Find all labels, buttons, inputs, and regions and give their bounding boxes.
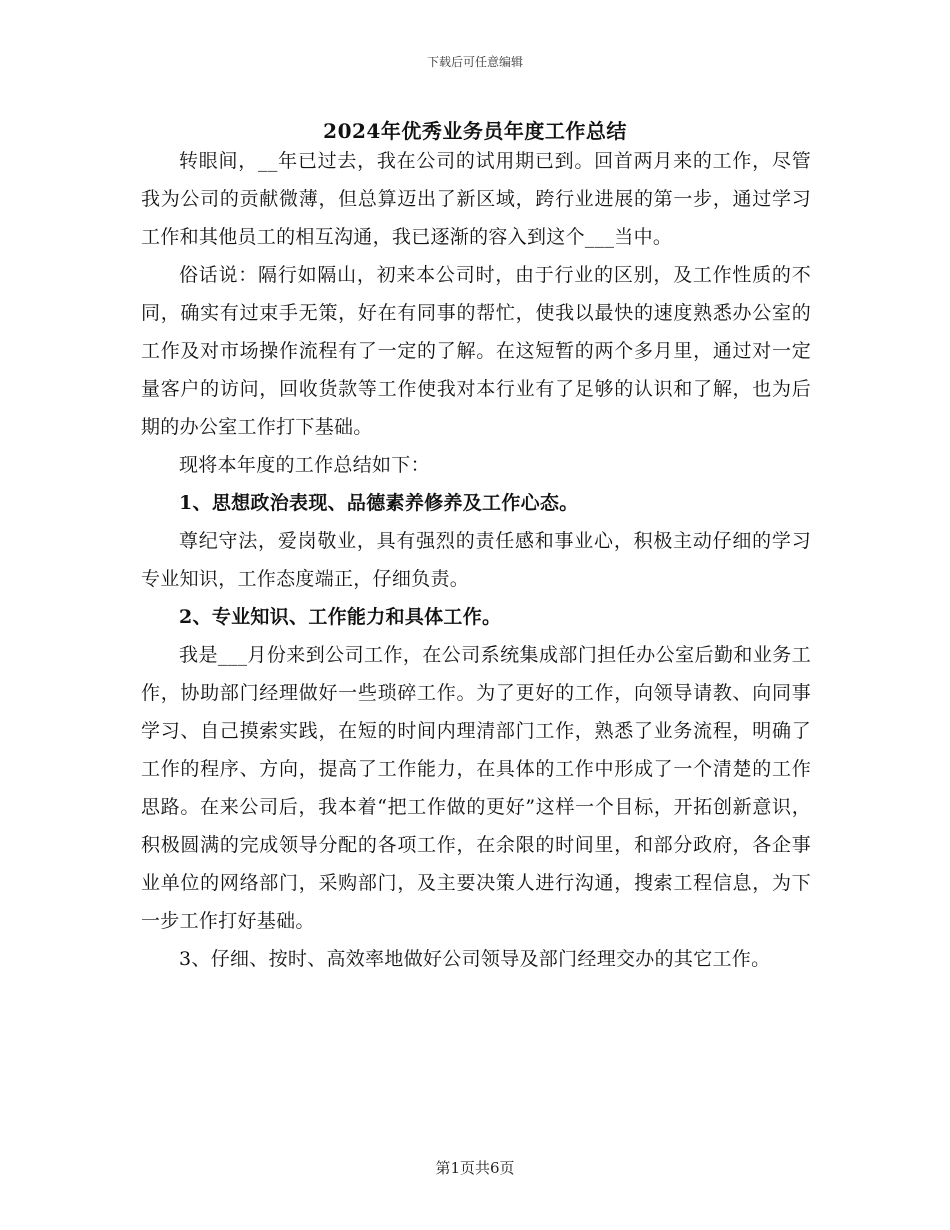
page-header: 下载后可任意编辑 bbox=[426, 55, 523, 69]
paragraph-section-2: 我是___月份来到公司工作，在公司系统集成部门担任办公室后勤和业务工作，协助部门经理做好一些琐碎工作。为了更好的工作，向领导请教、向同事学习、自己摸索实践，在短的时间内理清部门工作，熟悉了业务流程，明确了工作的程序、方向，提高了工作能力，在具体的工作中形成了一个清楚的工作思路。在来公司后，我本着“把工作做的更好”这样一个目标，开拓创新意识，积极圆满的完成领导分配的各项工作，在余限的时间里，和部分政府，各企事业单位的网络部门，采购部门，及主要决策人进行沟通，搜索工程信息，为下一步工作打好基础。 bbox=[141, 644, 811, 932]
section-heading-2: 2、专业知识、工作能力和具体工作。 bbox=[179, 606, 502, 628]
paragraph-proverb: 俗话说：隔行如隔山，初来本公司时，由于行业的区别，及工作性质的不同，确实有过束手无策，好在有同事的帮忙，使我以最快的速度熟悉办公室的工作及对市场操作流程有了一定的了解。在这短暂的两个多月里，通过对一定量客户的访问，回收货款等工作使我对本行业有了足够的认识和了解，也为后期的办公室工作打下基础。 bbox=[141, 264, 811, 438]
paragraph-item-3: 3、仔细、按时、高效率地做好公司领导及部门经理交办的其它工作。 bbox=[179, 948, 771, 970]
page-number-footer: 第1页共6页 bbox=[435, 1159, 515, 1177]
section-heading-1: 1、思想政治表现、品德素养修养及工作心态。 bbox=[179, 492, 579, 514]
paragraph-summary-lead: 现将本年度的工作总结如下： bbox=[179, 454, 430, 476]
document-body bbox=[141, 142, 811, 978]
paragraph-intro: 转眼间，__年已过去，我在公司的试用期已到。回首两月来的工作，尽管我为公司的贡献微薄，但总算迈出了新区域，跨行业进展的第一步，通过学习工作和其他员工的相互沟通，我已逐渐的容入到这个___当中。 bbox=[141, 150, 811, 248]
paragraph-section-1: 尊纪守法，爱岗敬业，具有强烈的责任感和事业心，积极主动仔细的学习专业知识，工作态度端正，仔细负责。 bbox=[141, 530, 811, 590]
document-title: 2024年优秀业务员年度工作总结 bbox=[323, 119, 627, 143]
